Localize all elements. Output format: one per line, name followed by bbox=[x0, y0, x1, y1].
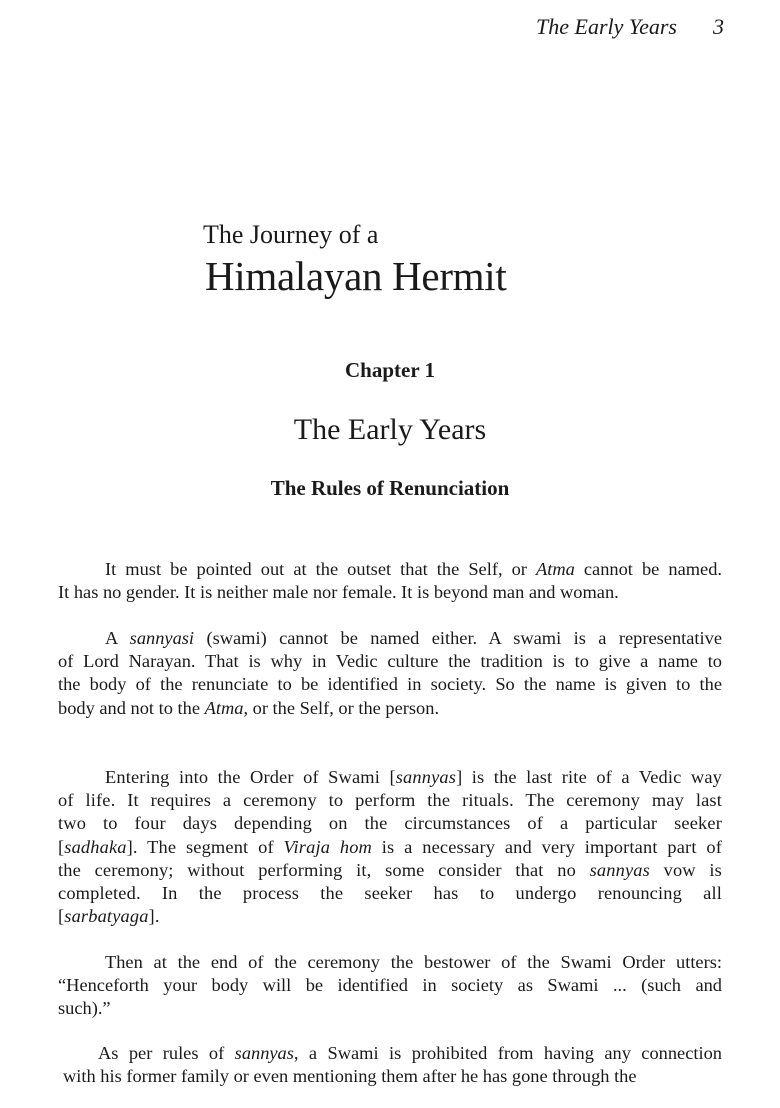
text-line: of Lord Narayan. That is why in Vedic culture the tradition is to give a name to bbox=[58, 651, 722, 672]
text-line: [sadhaka]. The segment of Viraja hom is a necessary and very important part of bbox=[58, 836, 722, 857]
text-line: Then at the end of the ceremony the bestower of the Swami Order utters: bbox=[105, 952, 722, 972]
italic-term: sadhaka bbox=[64, 836, 127, 857]
text-line: two to four days depending on the circumstances of a particular seeker bbox=[58, 813, 722, 834]
book-title: Himalayan Hermit bbox=[205, 253, 507, 299]
text-line: “Henceforth your body will be identified in society as Swami ... (such and bbox=[58, 975, 722, 996]
text-line: such).” bbox=[58, 998, 111, 1019]
italic-term: sannyasi bbox=[129, 628, 195, 648]
text-line: [sarbatyaga]. bbox=[58, 906, 160, 927]
text-line: A sannyasi (swami) cannot be named either. A swami is a representative bbox=[105, 628, 722, 648]
text-line: It has no gender. It is neither male nor female. It is beyond man and woman. bbox=[58, 582, 619, 603]
running-header bbox=[536, 14, 724, 40]
paragraph bbox=[58, 558, 722, 604]
text-line: body and not to the Atma, or the Self, or the person. bbox=[58, 697, 440, 718]
text-line: It must be pointed out at the outset that the Self, or Atma cannot be named. bbox=[105, 559, 723, 579]
text-line: with his former family or even mentioning them after he has gone through the bbox=[63, 1066, 637, 1087]
italic-term: Viraja hom bbox=[283, 836, 372, 857]
text-line: completed. In the process the seeker has to undergo renouncing all bbox=[58, 883, 722, 904]
chapter-title: The Early Years bbox=[293, 413, 487, 446]
italic-term: sannyas bbox=[589, 859, 650, 880]
paragraph bbox=[58, 951, 722, 1021]
italic-term: Atma bbox=[536, 559, 575, 579]
page-number: 3 bbox=[713, 14, 724, 39]
book-title-prefix: The Journey of a bbox=[203, 220, 379, 249]
paragraph bbox=[58, 766, 722, 928]
paragraph bbox=[58, 1042, 722, 1088]
italic-term: sannyas bbox=[234, 1043, 294, 1063]
paragraph bbox=[58, 627, 722, 720]
text-line: the ceremony; without performing it, some consider that no sannyas vow is bbox=[58, 859, 722, 880]
text-line: of life. It requires a ceremony to perform the rituals. The ceremony may last bbox=[58, 790, 722, 811]
text-line: the body of the renunciate to be identified in society. So the name is given to the bbox=[58, 674, 722, 695]
text-line: As per rules of sannyas, a Swami is prohibited from having any connection bbox=[98, 1043, 722, 1063]
italic-term: sarbatyaga bbox=[64, 906, 149, 927]
section-heading: The Rules of Renunciation bbox=[270, 476, 510, 500]
italic-term: Atma bbox=[204, 697, 244, 718]
chapter-label: Chapter 1 bbox=[344, 358, 436, 382]
running-title: The Early Years bbox=[536, 14, 677, 39]
italic-term: sannyas bbox=[395, 767, 457, 787]
text-line: Entering into the Order of Swami [sannyas] is the last rite of a Vedic way bbox=[105, 767, 722, 787]
